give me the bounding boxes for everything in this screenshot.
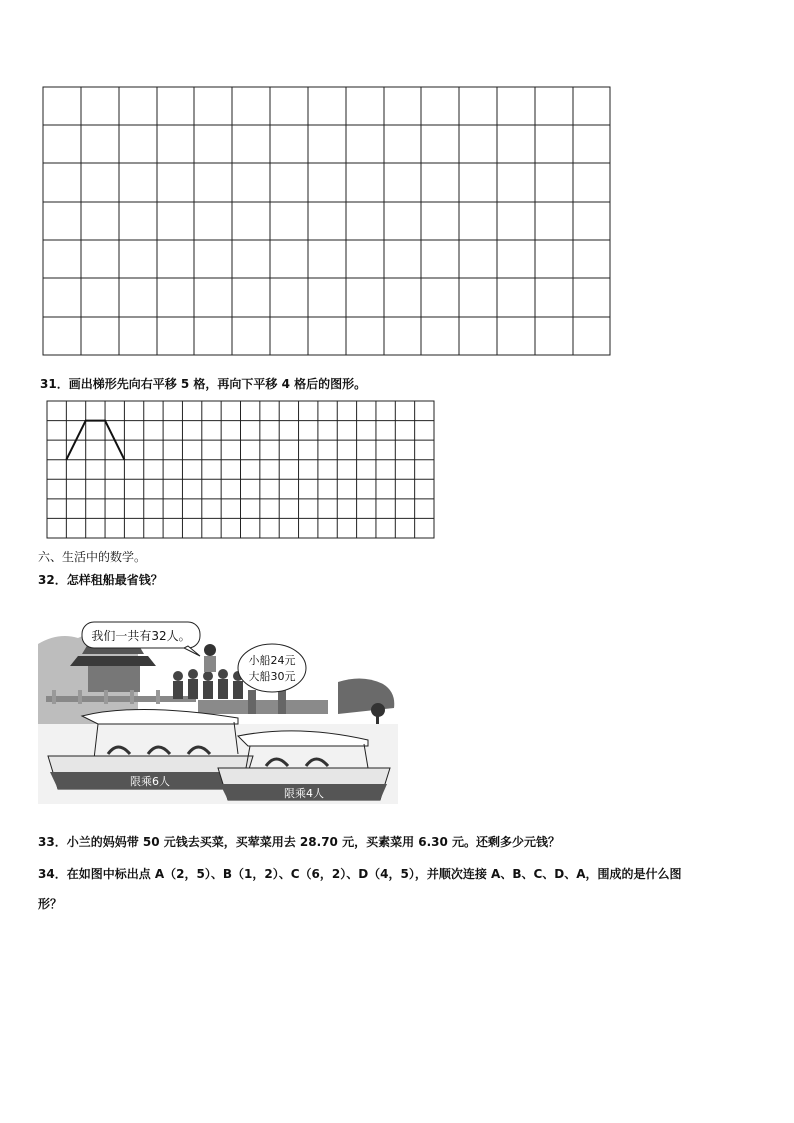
speech-bubble-text: 我们一共有32人。 (91, 629, 191, 643)
price-large-text: 大船30元 (248, 670, 296, 683)
boat-rental-illustration (38, 604, 398, 804)
question-31: 31．画出梯形先向右平移 5 格，再向下平移 4 格后的图形。 (40, 377, 367, 391)
price-small-text: 小船24元 (248, 654, 296, 667)
small-boat-label: 限乘4人 (284, 787, 324, 800)
question-34-line1: 34．在如图中标出点 A（2，5）、B（1，2）、C（6，2）、D（4，5），并顺次连接 A、B、C、D、A，围成的是什么图 (38, 867, 682, 881)
question-33: 33．小兰的妈妈带 50 元钱去买菜，买荤菜用去 28.70 元，买素菜用 6.30 元。还剩多少元钱？ (38, 835, 561, 849)
question-32: 32．怎样租船最省钱？ (38, 573, 163, 587)
question-34-line2: 形？ (38, 897, 63, 911)
answer-grid-top (42, 86, 612, 358)
section-6-heading: 六、生活中的数学。 (38, 550, 147, 564)
trapezoid-grid (46, 400, 436, 540)
illustration-svg (38, 604, 398, 804)
big-boat-label: 限乘6人 (130, 775, 170, 788)
